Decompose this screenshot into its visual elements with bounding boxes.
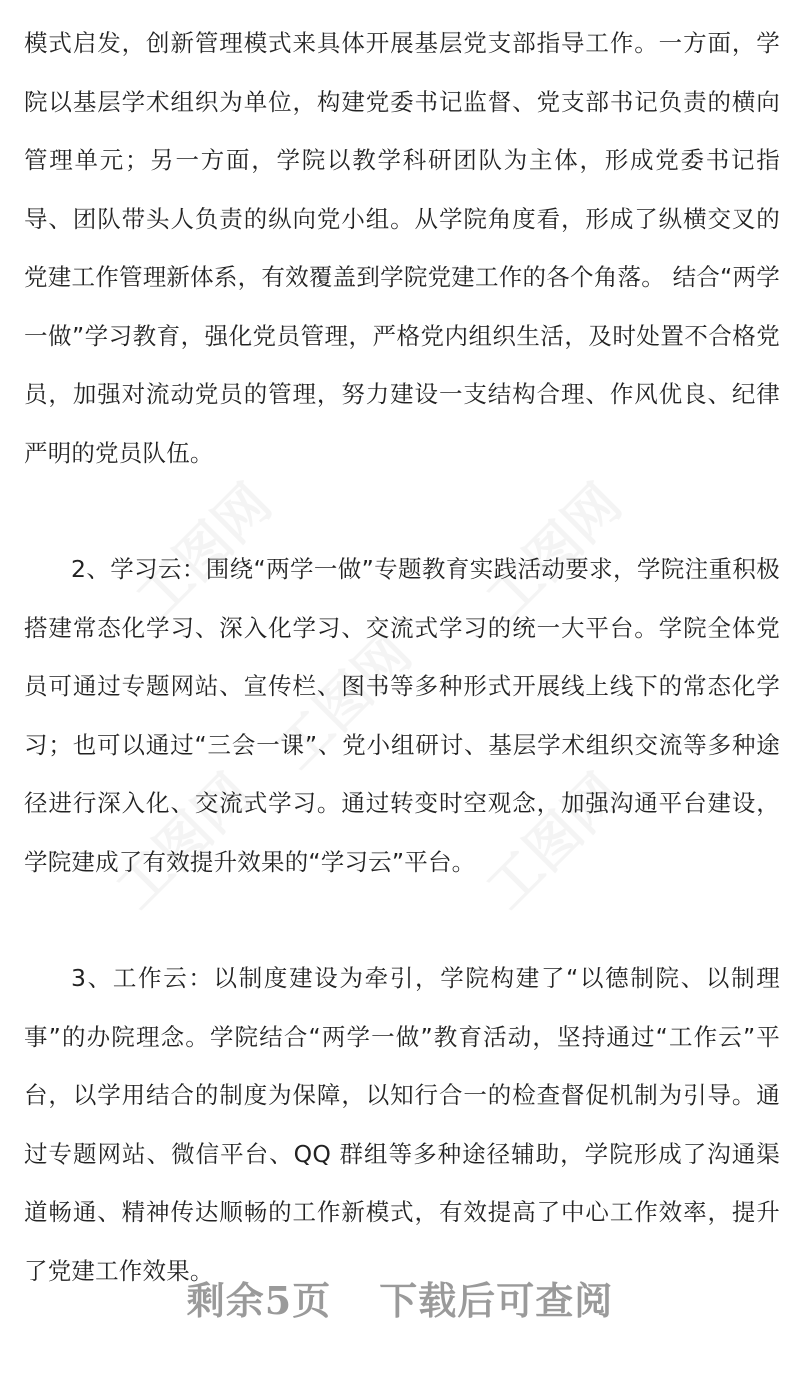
paragraph-gap bbox=[24, 891, 780, 949]
paragraph-1: 模式启发，创新管理模式来具体开展基层党支部指导工作。一方面，学院以基层学术组织为单位，构建党委书记监督、党支部书记负责的横向管理单元；另一方面，学院以教学科研团队为主体，形成党委书记指导、团队带头人负责的纵向党小组。从学院角度看，形成了纵横交叉的党建工作管理新体系，有效覆盖到学院党建工作的各个角落。 结合“两学一做”学习教育，强化党员管理，严格党内组织生活，及时处置不合格党员，加强对流动党员的管理，努力建设一支结构合理、作风优良、纪律严明的党员队伍。 bbox=[24, 29, 780, 467]
remaining-pages-label: 剩余5页 bbox=[186, 1278, 332, 1323]
paragraph-3: 3、工作云：以制度建设为牵引，学院构建了“以德制院、以制理事”的办院理念。学院结合“两学一做”教育活动，坚持通过“工作云”平台，以学用结合的制度为保障，以知行合一的检查督促机制为引导。通过专题网站、微信平台、QQ 群组等多种途径辅助，学院形成了沟通渠道畅通、精神传达顺畅的工作新模式，有效提高了中心工作效率，提升了党建工作效果。 bbox=[24, 964, 780, 1285]
document-body bbox=[24, 14, 780, 1300]
download-banner[interactable] bbox=[0, 1270, 800, 1325]
paragraph-gap bbox=[24, 482, 780, 540]
download-to-view-label: 下载后可查阅 bbox=[379, 1278, 614, 1323]
paragraph-2: 2、学习云：围绕“两学一做”专题教育实践活动要求，学院注重积极搭建常态化学习、深入化学习、交流式学习的统一大平台。学院全体党员可通过专题网站、宣传栏、图书等多种形式开展线上线下的常态化学习；也可以通过“三会一课”、党小组研讨、基层学术组织交流等多种途径进行深入化、交流式学习。通过转变时空观念，加强沟通平台建设，学院建成了有效提升效果的“学习云”平台。 bbox=[24, 555, 780, 876]
